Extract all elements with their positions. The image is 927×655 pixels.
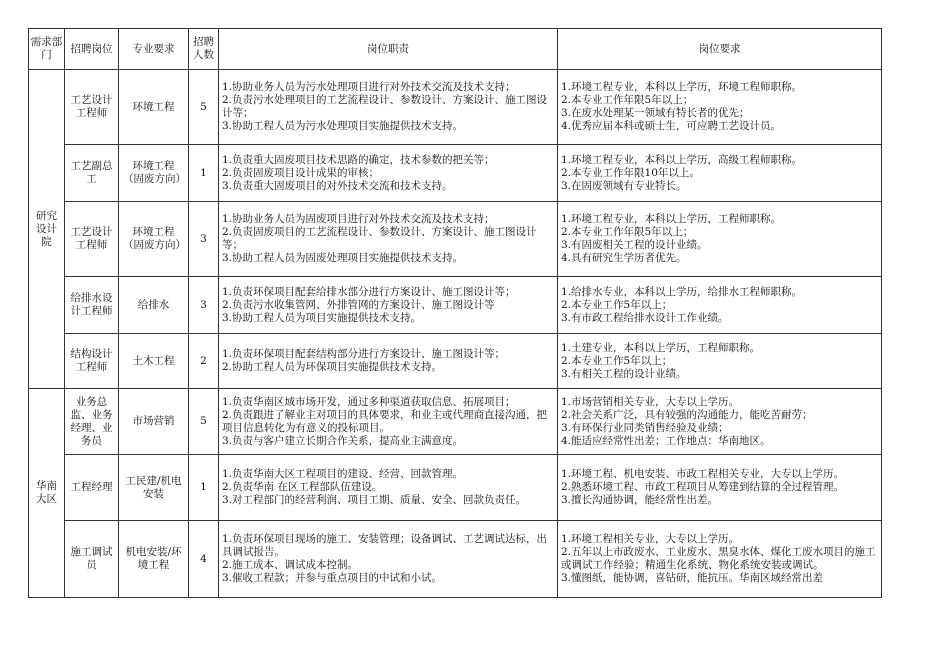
department-cell bbox=[29, 70, 65, 389]
table-row bbox=[29, 145, 882, 202]
requirements-line: 3.有固废相关工程的设计业绩。 bbox=[561, 239, 708, 251]
duties-line: 3.负责重大固废项目的对外技术交流和技术支持。 bbox=[222, 179, 453, 192]
header-position: 招聘岗位 bbox=[65, 29, 119, 70]
header-major: 专业要求 bbox=[119, 29, 189, 70]
requirements-line: 2.本专业工作5年以上； bbox=[561, 298, 673, 311]
duties-line: 3.催收工程款；并参与重点项目的中试和小试。 bbox=[222, 572, 443, 584]
major-cell: 市场营销 bbox=[119, 389, 189, 455]
requirements-cell bbox=[558, 389, 882, 455]
table-row bbox=[29, 389, 882, 455]
requirements-line: 2.五年以上市政废水、工业废水、黑臭水体、煤化工废水项目的施工或调试工作经验；精通生化系统、物化系统安装或调试。 bbox=[561, 546, 876, 571]
requirements-cell bbox=[558, 277, 882, 334]
duties-cell bbox=[219, 521, 558, 598]
position-cell: 工艺副总工 bbox=[65, 145, 119, 202]
requirements-line: 3.有相关工程的设计业绩。 bbox=[561, 367, 687, 380]
table-row bbox=[29, 455, 882, 521]
requirements-line: 1.市场营销相关专业，大专以上学历。 bbox=[561, 395, 740, 408]
requirements-line: 3.在固废领域有专业特长。 bbox=[561, 179, 687, 192]
requirements-cell bbox=[558, 455, 882, 521]
duties-cell bbox=[219, 202, 558, 277]
count-cell: 3 bbox=[189, 277, 219, 334]
department-name: 华南大区 bbox=[36, 480, 57, 505]
table-row bbox=[29, 202, 882, 277]
position-cell: 工程经理 bbox=[65, 455, 119, 521]
duties-line: 3.负责与客户建立长期合作关系，提高业主满意度。 bbox=[222, 434, 464, 447]
requirements-line: 2.熟悉环境工程、市政工程项目从筹建到结算的全过程管理。 bbox=[561, 481, 845, 493]
header-row bbox=[29, 29, 882, 70]
position-cell: 业务总监、业务经理、业务员 bbox=[65, 389, 119, 455]
count-cell: 3 bbox=[189, 202, 219, 277]
major-cell: 环境工程（固废方向） bbox=[119, 202, 189, 277]
duties-line: 1.负责环保项目配套结构部分进行方案设计、施工图设计等； bbox=[222, 348, 506, 360]
count-cell: 5 bbox=[189, 389, 219, 455]
position-cell: 工艺设计工程师 bbox=[65, 70, 119, 145]
duties-cell bbox=[219, 334, 558, 389]
duties-cell bbox=[219, 145, 558, 202]
requirements-line: 1.环境工程相关专业，大专以上学历。 bbox=[561, 533, 740, 545]
requirements-line: 2.本专业工作年限5年以上； bbox=[561, 94, 694, 106]
duties-line: 3.协助工程人员为固废处理项目实施提供技术支持。 bbox=[222, 252, 464, 264]
position-cell: 工艺设计工程师 bbox=[65, 202, 119, 277]
header-count: 招聘人数 bbox=[189, 29, 219, 70]
duties-line: 1.协助业务人员为污水处理项目进行对外技术交流及技术支持； bbox=[222, 81, 516, 93]
department-cell bbox=[29, 389, 65, 598]
duties-line: 1.负责环保项目现场的施工、安装管理；设备调试、工艺调试达标，出具调试报告。 bbox=[222, 533, 548, 558]
duties-line: 2.负责跟进了解业主对项目的具体要求，和业主或代理商直接沟通，把项目信息转化为有意义的投标项目。 bbox=[222, 408, 548, 434]
requirements-line: 3.有环保行业同类销售经验及业绩； bbox=[561, 421, 729, 434]
major-cell: 机电安装/环境工程 bbox=[119, 521, 189, 598]
duties-line: 2.负责污水收集管网、外排管网的方案设计、施工图设计等 bbox=[222, 298, 495, 311]
requirements-cell bbox=[558, 521, 882, 598]
duties-line: 3.协助工程人员为污水处理项目实施提供技术支持。 bbox=[222, 120, 464, 132]
requirements-line: 2.本专业工作年限5年以上； bbox=[561, 226, 694, 238]
department-name: 研究设计院 bbox=[36, 209, 57, 248]
requirements-line: 4.优秀应届本科或硕士生，可应聘工艺设计员。 bbox=[561, 120, 782, 132]
table-row bbox=[29, 70, 882, 145]
requirements-line: 1.环境工程、机电安装、市政工程相关专业，大专以上学历。 bbox=[561, 468, 845, 480]
requirements-line: 1.环境工程专业，本科以上学历，工程师职称。 bbox=[561, 213, 782, 225]
duties-line: 2.负责固废项目设计成果的审核； bbox=[222, 166, 380, 179]
major-cell: 土木工程 bbox=[119, 334, 189, 389]
duties-line: 1.负责重大固废项目技术思路的确定，技术参数的把关等； bbox=[222, 153, 495, 166]
requirements-line: 1.给排水专业，本科以上学历，给排水工程师职称。 bbox=[561, 285, 803, 298]
requirements-cell bbox=[558, 145, 882, 202]
requirements-line: 2.社会关系广泛，具有较强的沟通能力，能吃苦耐劳； bbox=[561, 408, 813, 421]
header-duties: 岗位职责 bbox=[219, 29, 558, 70]
duties-line: 1.负责华南区域市场开发，通过多种渠道获取信息、拓展项目； bbox=[222, 395, 516, 408]
duties-cell bbox=[219, 277, 558, 334]
duties-line: 2.施工成本、调试成本控制。 bbox=[222, 559, 359, 571]
requirements-cell bbox=[558, 70, 882, 145]
count-cell: 1 bbox=[189, 455, 219, 521]
requirements-line: 4.具有研究生学历者优先。 bbox=[561, 252, 687, 264]
position-cell: 结构设计工程师 bbox=[65, 334, 119, 389]
duties-line: 2.负责污水处理项目的工艺流程设计、参数设计、方案设计、施工图设计等； bbox=[222, 94, 548, 119]
requirements-line: 1.环境工程专业，本科以上学历，环境工程师职称。 bbox=[561, 81, 803, 93]
requirements-line: 3.在废水处理某一领域有特长者的优先； bbox=[561, 107, 750, 119]
duties-line: 2.负责固废项目的工艺流程设计、参数设计、方案设计、施工图设计等； bbox=[222, 226, 537, 251]
count-cell: 2 bbox=[189, 334, 219, 389]
requirements-line: 3.有市政工程给排水设计工作业绩。 bbox=[561, 311, 729, 324]
requirements-line: 1.土建专业，本科以上学历，工程师职称。 bbox=[561, 341, 761, 354]
requirements-cell bbox=[558, 334, 882, 389]
duties-line: 3.对工程部门的经营利润、项目工期、质量、安全、回款负责任。 bbox=[222, 494, 527, 506]
table-row bbox=[29, 334, 882, 389]
duties-cell bbox=[219, 389, 558, 455]
duties-line: 1.负责华南大区工程项目的建设、经营、回款管理。 bbox=[222, 468, 464, 480]
requirements-line: 4.能适应经常性出差；工作地点：华南地区。 bbox=[561, 434, 771, 447]
table-row bbox=[29, 521, 882, 598]
duties-cell bbox=[219, 455, 558, 521]
major-cell: 给排水 bbox=[119, 277, 189, 334]
requirements-line: 1.环境工程专业，本科以上学历，高级工程师职称。 bbox=[561, 153, 803, 166]
duties-cell bbox=[219, 70, 558, 145]
count-cell: 4 bbox=[189, 521, 219, 598]
count-cell: 5 bbox=[189, 70, 219, 145]
position-cell: 给排水设计工程师 bbox=[65, 277, 119, 334]
duties-line: 2.协助工程人员为环保项目实施提供技术支持。 bbox=[222, 361, 443, 373]
duties-line: 1.负责环保项目配套给排水部分进行方案设计、施工图设计等； bbox=[222, 285, 516, 298]
major-cell: 环境工程 bbox=[119, 70, 189, 145]
recruitment-table bbox=[28, 28, 882, 598]
header-department: 需求部门 bbox=[29, 29, 65, 70]
requirements-line: 2.本专业工作年限10年以上。 bbox=[561, 166, 700, 179]
requirements-cell bbox=[558, 202, 882, 277]
table-row bbox=[29, 277, 882, 334]
duties-line: 1.协助业务人员为固废项目进行对外技术交流及技术支持； bbox=[222, 213, 495, 225]
major-cell: 工民建/机电安装 bbox=[119, 455, 189, 521]
requirements-line: 3.懂图纸，能协调，喜钻研，能抗压。华南区域经常出差 bbox=[561, 572, 824, 584]
major-cell: 环境工程（固废方向） bbox=[119, 145, 189, 202]
requirements-line: 3.擅长沟通协调，能经常性出差。 bbox=[561, 494, 719, 506]
duties-line: 2.负责华南 在区工程部队伍建设。 bbox=[222, 481, 383, 493]
position-cell: 施工调试员 bbox=[65, 521, 119, 598]
header-requirements: 岗位要求 bbox=[558, 29, 882, 70]
duties-line: 3.协助工程人员为项目实施提供技术支持。 bbox=[222, 311, 422, 324]
count-cell: 1 bbox=[189, 145, 219, 202]
requirements-line: 2.本专业工作5年以上； bbox=[561, 354, 673, 367]
